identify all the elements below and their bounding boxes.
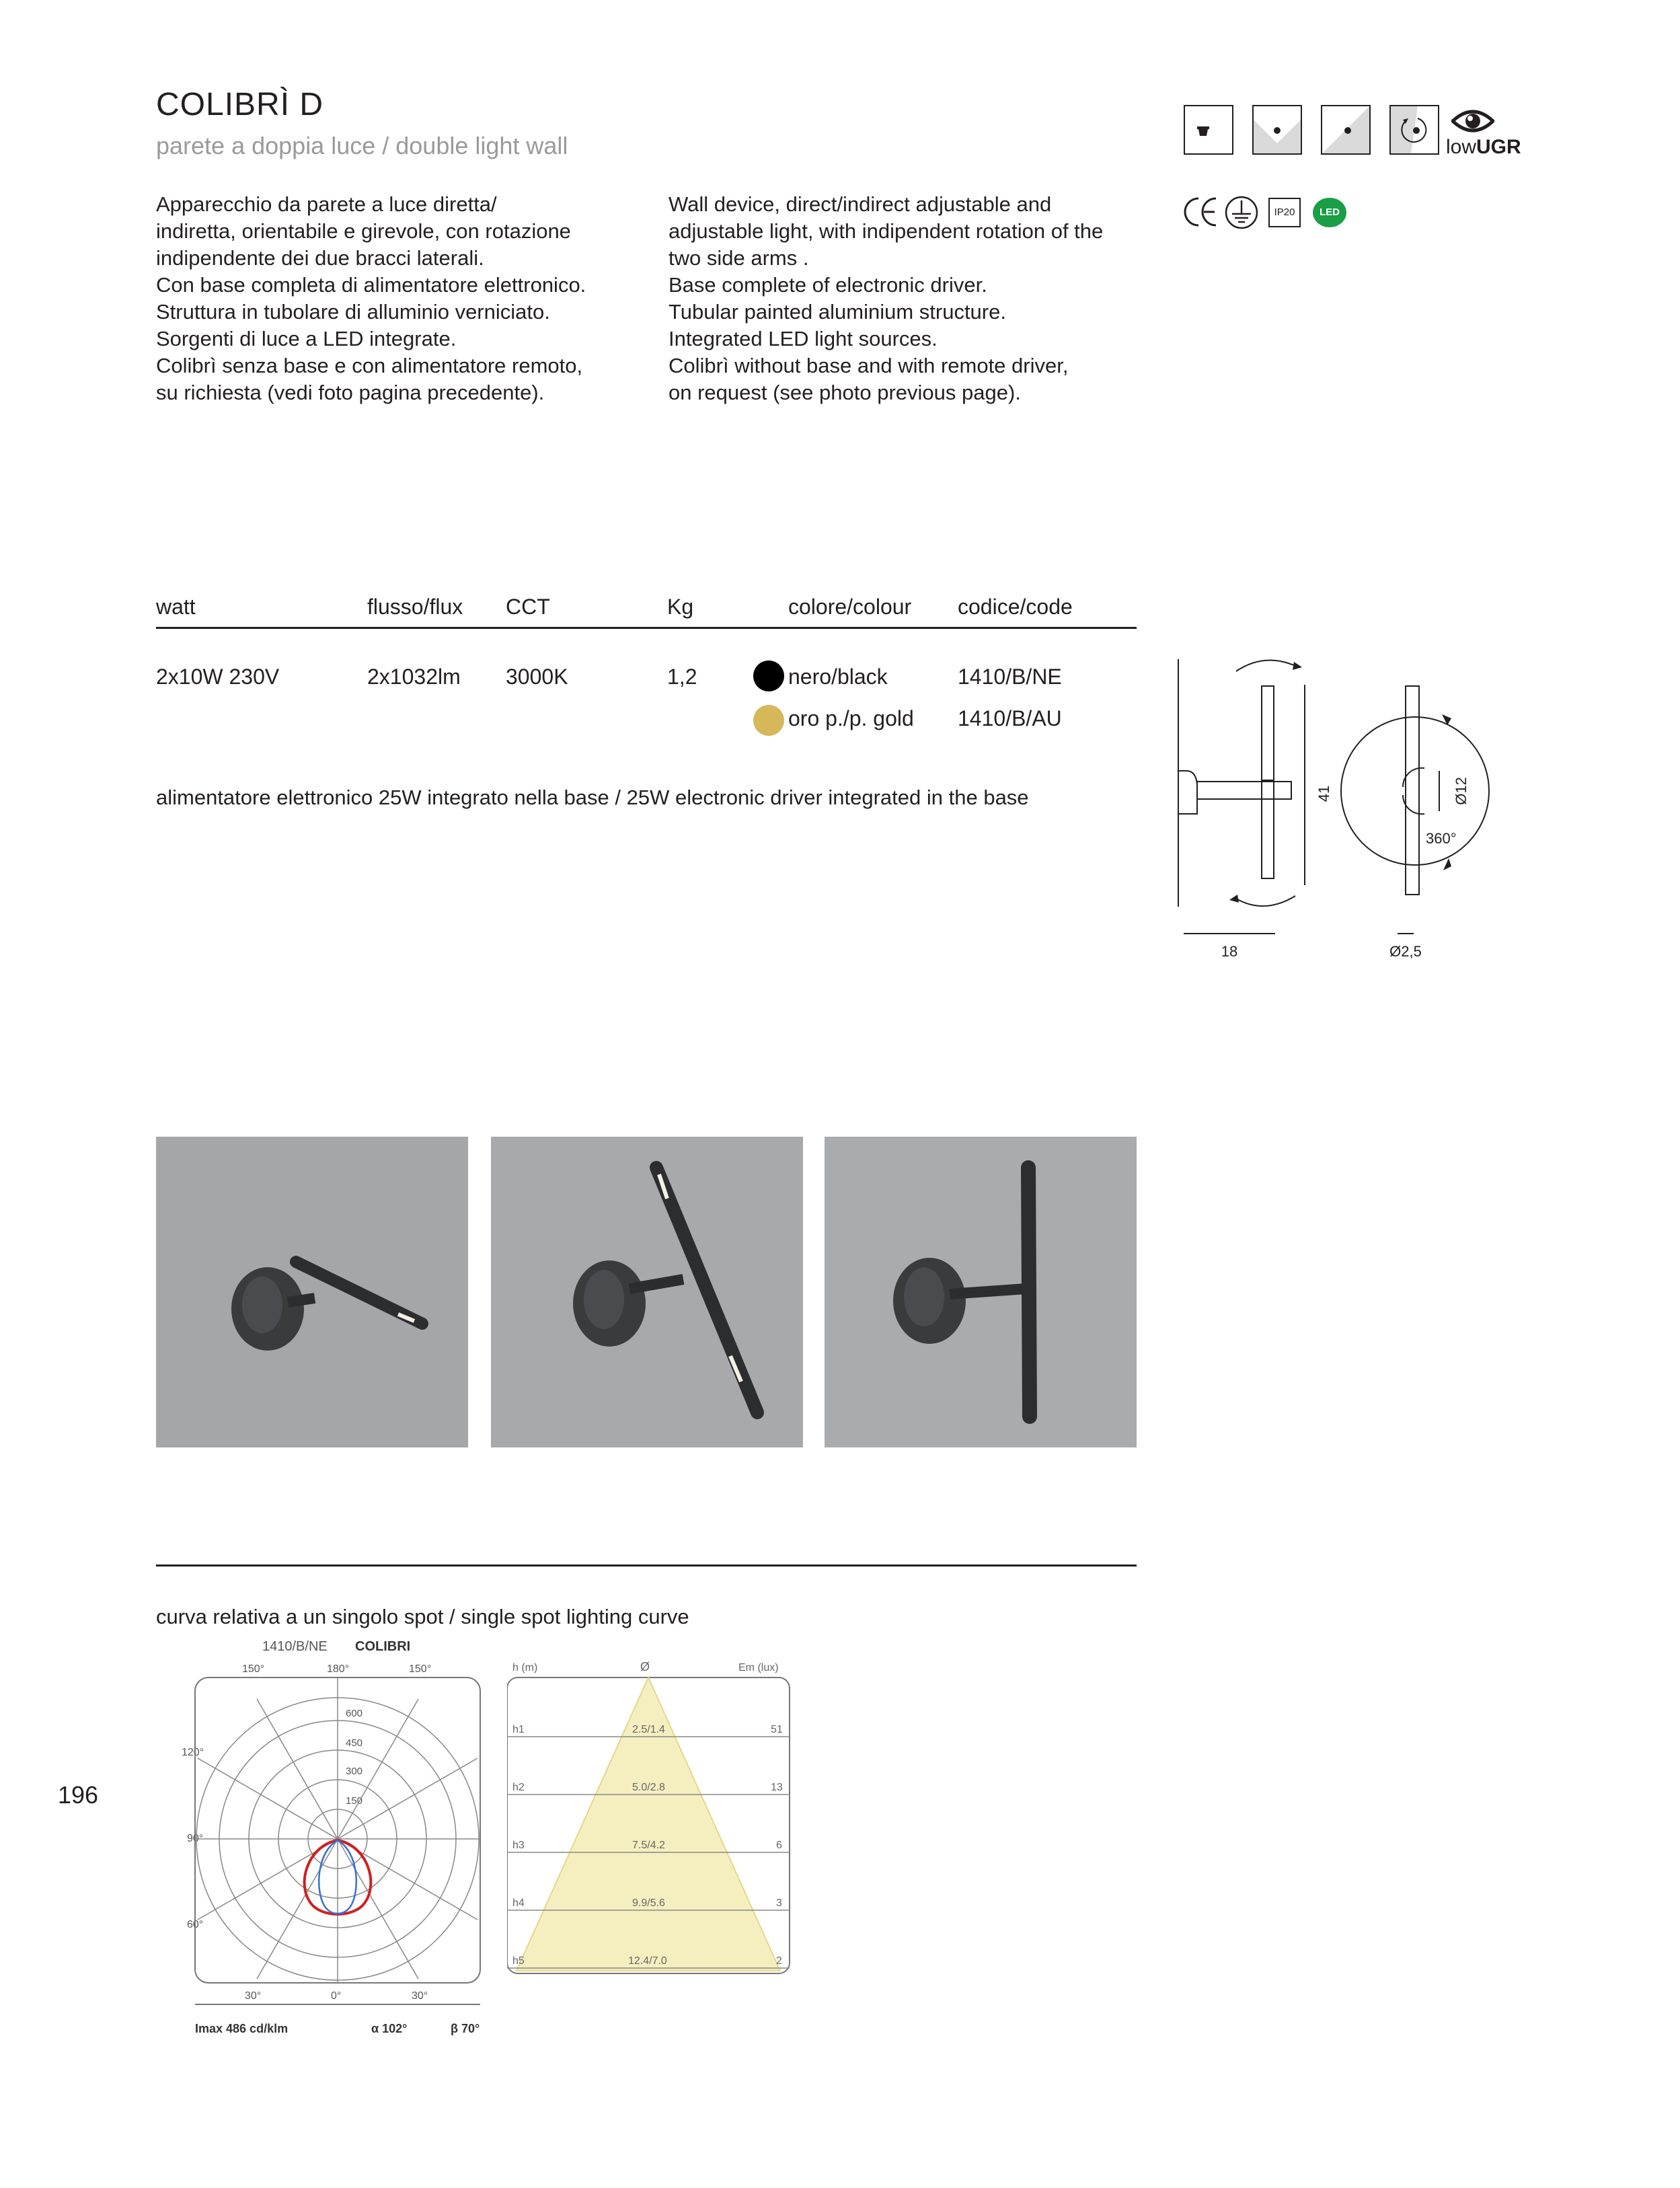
cone-lighting-diagram	[507, 1661, 800, 1977]
swatch-gold	[753, 705, 784, 736]
cone-row-4-h: h4	[512, 1897, 525, 1909]
polar-bottom-right: 30°	[412, 1990, 428, 2002]
led-badge: LED	[1313, 198, 1346, 227]
variant-colour-gold: oro p./p. gold	[788, 706, 914, 730]
cone-row-3-em: 6	[776, 1840, 782, 1851]
variant-code-gold: 1410/B/AU	[958, 706, 1062, 730]
header-watt: watt	[156, 595, 196, 619]
dim-depth: 18	[1221, 943, 1238, 960]
cone-row-4-d: 9.9/5.6	[632, 1897, 665, 1909]
dim-base-diameter: Ø12	[1453, 777, 1469, 805]
ce-mark-icon	[1182, 195, 1219, 232]
polar-bottom-left: 30°	[245, 1990, 262, 2002]
polar-code: 1410/B/NE	[262, 1639, 328, 1654]
polar-side-120: 120°	[182, 1747, 204, 1758]
driver-note: alimentatore elettronico 25W integrato nella base / 25W electronic driver integrated in the base	[156, 786, 1029, 809]
polar-radial-150: 150	[346, 1795, 363, 1807]
section-rule	[156, 1564, 1137, 1567]
cone-row-5-em: 2	[776, 1955, 782, 1967]
cone-row-1-d: 2.5/1.4	[632, 1724, 665, 1735]
product-photo-3	[825, 1137, 1137, 1447]
product-photo-2	[491, 1137, 803, 1447]
rotation-icon	[1389, 105, 1439, 155]
dim-tube-diameter: Ø2,5	[1389, 943, 1422, 960]
cone-row-2-d: 5.0/2.8	[632, 1782, 665, 1793]
polar-side-60: 60°	[187, 1919, 204, 1930]
header-flux: flusso/flux	[367, 595, 463, 619]
cone-row-4-em: 3	[776, 1897, 782, 1909]
cone-row-1-em: 51	[771, 1724, 783, 1735]
polar-radial-300: 300	[346, 1766, 363, 1777]
cone-row-1-h: h1	[512, 1724, 525, 1735]
polar-imax: Imax 486 cd/klm	[195, 2022, 289, 2035]
polar-radial-450: 450	[346, 1737, 363, 1749]
polar-top-right: 150°	[409, 1663, 432, 1675]
spec-watt: 2x10W 230V	[156, 665, 280, 689]
cone-row-3-h: h3	[512, 1840, 525, 1851]
product-photo-1	[156, 1137, 468, 1447]
dimension-drawing	[1170, 652, 1493, 969]
polar-beta: β 70°	[451, 2022, 480, 2035]
polar-side-90: 90°	[187, 1833, 204, 1844]
polar-lighting-curve	[182, 1630, 494, 2043]
header-colour: colore/colour	[788, 595, 912, 619]
spec-cct: 3000K	[506, 665, 568, 689]
header-cct: CCT	[506, 595, 550, 619]
polar-bottom-center: 0°	[331, 1990, 342, 2002]
header-kg: Kg	[667, 595, 694, 619]
page-number: 196	[58, 1781, 99, 1809]
swatch-black	[753, 661, 784, 691]
polar-radial-600: 600	[346, 1708, 363, 1719]
cone-row-2-h: h2	[512, 1782, 525, 1793]
description-english: Wall device, direct/indirect adjustable and adjustable light, with indipendent rotation of the two side arms . Base complete of electronic driver. Tubular painted aluminium structure. Integrated LED light sources. Colibrì without base and with remote driver, on request (see photo previous page).	[669, 192, 1104, 404]
product-subtitle: parete a doppia luce / double light wall	[156, 132, 568, 159]
curves-caption: curva relativa a un singolo spot / single spot lighting curve	[156, 1605, 689, 1628]
cone-h-label: h (m)	[512, 1662, 538, 1673]
description-italian: Apparecchio da parete a luce diretta/ indiretta, orientabile e girevole, con rotazione indipendente dei due bracci laterali. Con base completa di alimentatore elettronico. Struttura in tubolare di alluminio verniciato. Sorgenti di luce a LED integrate. Colibrì senza base e con alimentatore remoto, su richiesta (vedi foto pagina precedente).	[156, 192, 586, 404]
header-code: codice/code	[958, 595, 1073, 619]
polar-top-left: 150°	[242, 1663, 265, 1675]
earth-ground-icon	[1224, 195, 1259, 233]
wall-mount-icon	[1184, 105, 1233, 155]
cone-em-label: Em (lux)	[738, 1662, 779, 1673]
spec-kg: 1,2	[667, 665, 697, 689]
ip20-badge: IP20	[1268, 198, 1301, 227]
cone-row-3-d: 7.5/4.2	[632, 1840, 665, 1851]
dim-height: 41	[1315, 785, 1332, 802]
variant-code-black: 1410/B/NE	[958, 665, 1062, 689]
cone-row-5-h: h5	[512, 1955, 525, 1967]
polar-top-center: 180°	[327, 1663, 350, 1675]
variant-colour-black: nero/black	[788, 665, 888, 689]
polar-alpha: α 102°	[371, 2022, 408, 2035]
eye-icon	[1451, 108, 1494, 138]
polar-name: COLIBRI	[355, 1639, 411, 1654]
dim-rotation: 360°	[1426, 830, 1457, 847]
direct-light-icon	[1252, 105, 1302, 155]
table-header-rule	[156, 627, 1137, 629]
cone-diameter-label: Ø	[640, 1661, 650, 1673]
low-ugr-label: lowUGR	[1446, 136, 1521, 158]
spec-flux: 2x1032lm	[367, 665, 461, 689]
cone-row-5-d: 12.4/7.0	[628, 1955, 667, 1967]
product-title: COLIBRÌ D	[156, 87, 324, 122]
indirect-light-icon	[1321, 105, 1371, 155]
cone-row-2-em: 13	[771, 1782, 783, 1793]
